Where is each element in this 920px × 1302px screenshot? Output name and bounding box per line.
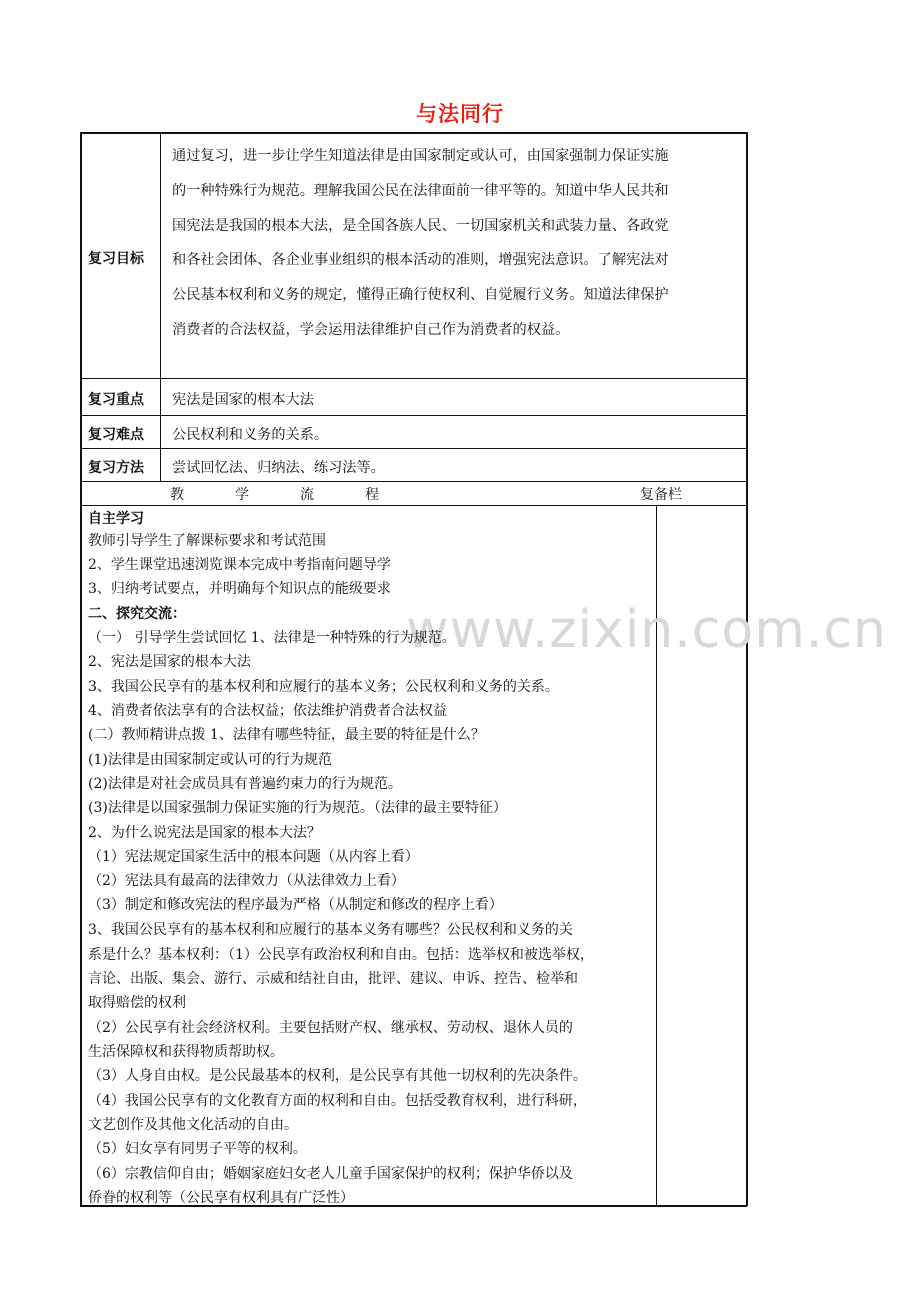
goal-line: 通过复习，进一步让学生知道法律是由国家制定或认可，由国家强制力保证实施 xyxy=(172,148,669,164)
goal-label: 复习目标 xyxy=(88,251,144,267)
method-text: 尝试回忆法、归纳法、练习法等。 xyxy=(172,460,385,476)
watermark: www.zixin.com.cn xyxy=(406,600,887,660)
content-line: 文艺创作及其他文化活动的自由。 xyxy=(88,1117,298,1133)
content-line: 自主学习 xyxy=(88,511,144,527)
content-line: （1）宪法规定国家生活中的根本问题（从内容上看） xyxy=(88,849,419,865)
content-line: 侨眷的权利等（公民享有权利具有广泛性） xyxy=(88,1190,354,1206)
content-line: 二、探究交流： xyxy=(88,606,186,622)
content-line: （3）人身自由权。是公民最基本的权利，是公民享有其他一切权利的先决条件。 xyxy=(88,1068,587,1084)
content-line: （一） 引导学生尝试回忆 1、法律是一种特殊的行为规范。 xyxy=(88,630,456,646)
goal-line: 和各社会团体、各企业事业组织的根本活动的准则，增强宪法意识。了解宪法对 xyxy=(172,252,669,269)
method-label: 复习方法 xyxy=(88,460,144,476)
flow-header-char: 程 xyxy=(365,487,379,503)
content-line: 教师引导学生了解课标要求和考试范围 xyxy=(88,533,326,549)
key-label: 复习重点 xyxy=(88,392,144,408)
side-column-header: 复备栏 xyxy=(640,487,682,503)
page-title: 与法同行 xyxy=(416,102,504,126)
content-line: 3、我国公民享有的基本权利和应履行的基本义务；公民权利和义务的关系。 xyxy=(88,679,559,695)
goal-line: 公民基本权利和义务的规定，懂得正确行使权利、自觉履行义务。知道法律保护 xyxy=(172,287,669,304)
content-line: （5）妇女享有同男子平等的权利。 xyxy=(88,1141,307,1157)
content-line: 生活保障权和获得物质帮助权。 xyxy=(88,1044,284,1060)
flow-header-char: 教 xyxy=(170,487,184,503)
content-line: （6）宗教信仰自由；婚姻家庭妇女老人儿童手国家保护的权利；保护华侨以及 xyxy=(88,1166,573,1182)
content-line: (1)法律是由国家制定或认可的行为规范 xyxy=(88,752,332,768)
difficulty-text: 公民权利和义务的关系。 xyxy=(172,427,329,443)
flow-header-char: 流 xyxy=(300,487,314,503)
content-line: 取得赔偿的权利 xyxy=(88,995,186,1011)
flow-header-char: 学 xyxy=(235,487,249,503)
content-line: 系是什么？基本权利：（1）公民享有政治权利和自由。包括：选举权和被选举权， xyxy=(88,947,594,963)
content-line: 2、宪法是国家的根本大法 xyxy=(88,654,251,670)
content-line: （4）我国公民享有的文化教育方面的权利和自由。包括受教育权利，进行科研， xyxy=(88,1093,587,1109)
content-line: 2、学生课堂迅速浏览课本完成中考指南问题导学 xyxy=(88,557,391,573)
content-line: (3)法律是以国家强制力保证实施的行为规范。（法律的最主要特征） xyxy=(88,800,507,816)
goal-line: 的一种特殊行为规范。理解我国公民在法律面前一律平等的。知道中华人民共和 xyxy=(172,182,669,199)
goal-line: 消费者的合法权益，学会运用法律维护自己作为消费者的权益。 xyxy=(172,321,570,338)
content-line: 2、为什么说宪法是国家的根本大法？ xyxy=(88,825,321,841)
content-line: 3、我国公民享有的基本权利和应履行的基本义务有哪些？公民权利和义务的关 xyxy=(88,922,573,938)
content-line: （2）公民享有社会经济权利。主要包括财产权、继承权、劳动权、退休人员的 xyxy=(88,1020,573,1036)
content-line: 言论、出版、集会、游行、示威和结社自由，批评、建议、申诉、控告、检举和 xyxy=(88,971,578,987)
content-line: （3）制定和修改宪法的程序最为严格（从制定和修改的程序上看） xyxy=(88,897,503,913)
goal-line: 国宪法是我国的根本大法，是全国各族人民、一切国家机关和武装力量、各政党 xyxy=(172,217,669,234)
content-line: 4、消费者依法享有的合法权益；依法维护消费者合法权益 xyxy=(88,703,447,719)
content-line: 3、归纳考试要点，并明确每个知识点的能级要求 xyxy=(88,581,391,597)
content-line: (二）教师精讲点拨 1、法律有哪些特征，最主要的特征是什么？ xyxy=(88,727,485,743)
content-line: （2）宪法具有最高的法律效力（从法律效力上看） xyxy=(88,873,405,889)
difficulty-label: 复习难点 xyxy=(88,427,144,443)
key-text: 宪法是国家的根本大法 xyxy=(172,392,314,408)
content-line: (2)法律是对社会成员具有普遍约束力的行为规范。 xyxy=(88,776,402,792)
goal-text xyxy=(172,139,742,348)
